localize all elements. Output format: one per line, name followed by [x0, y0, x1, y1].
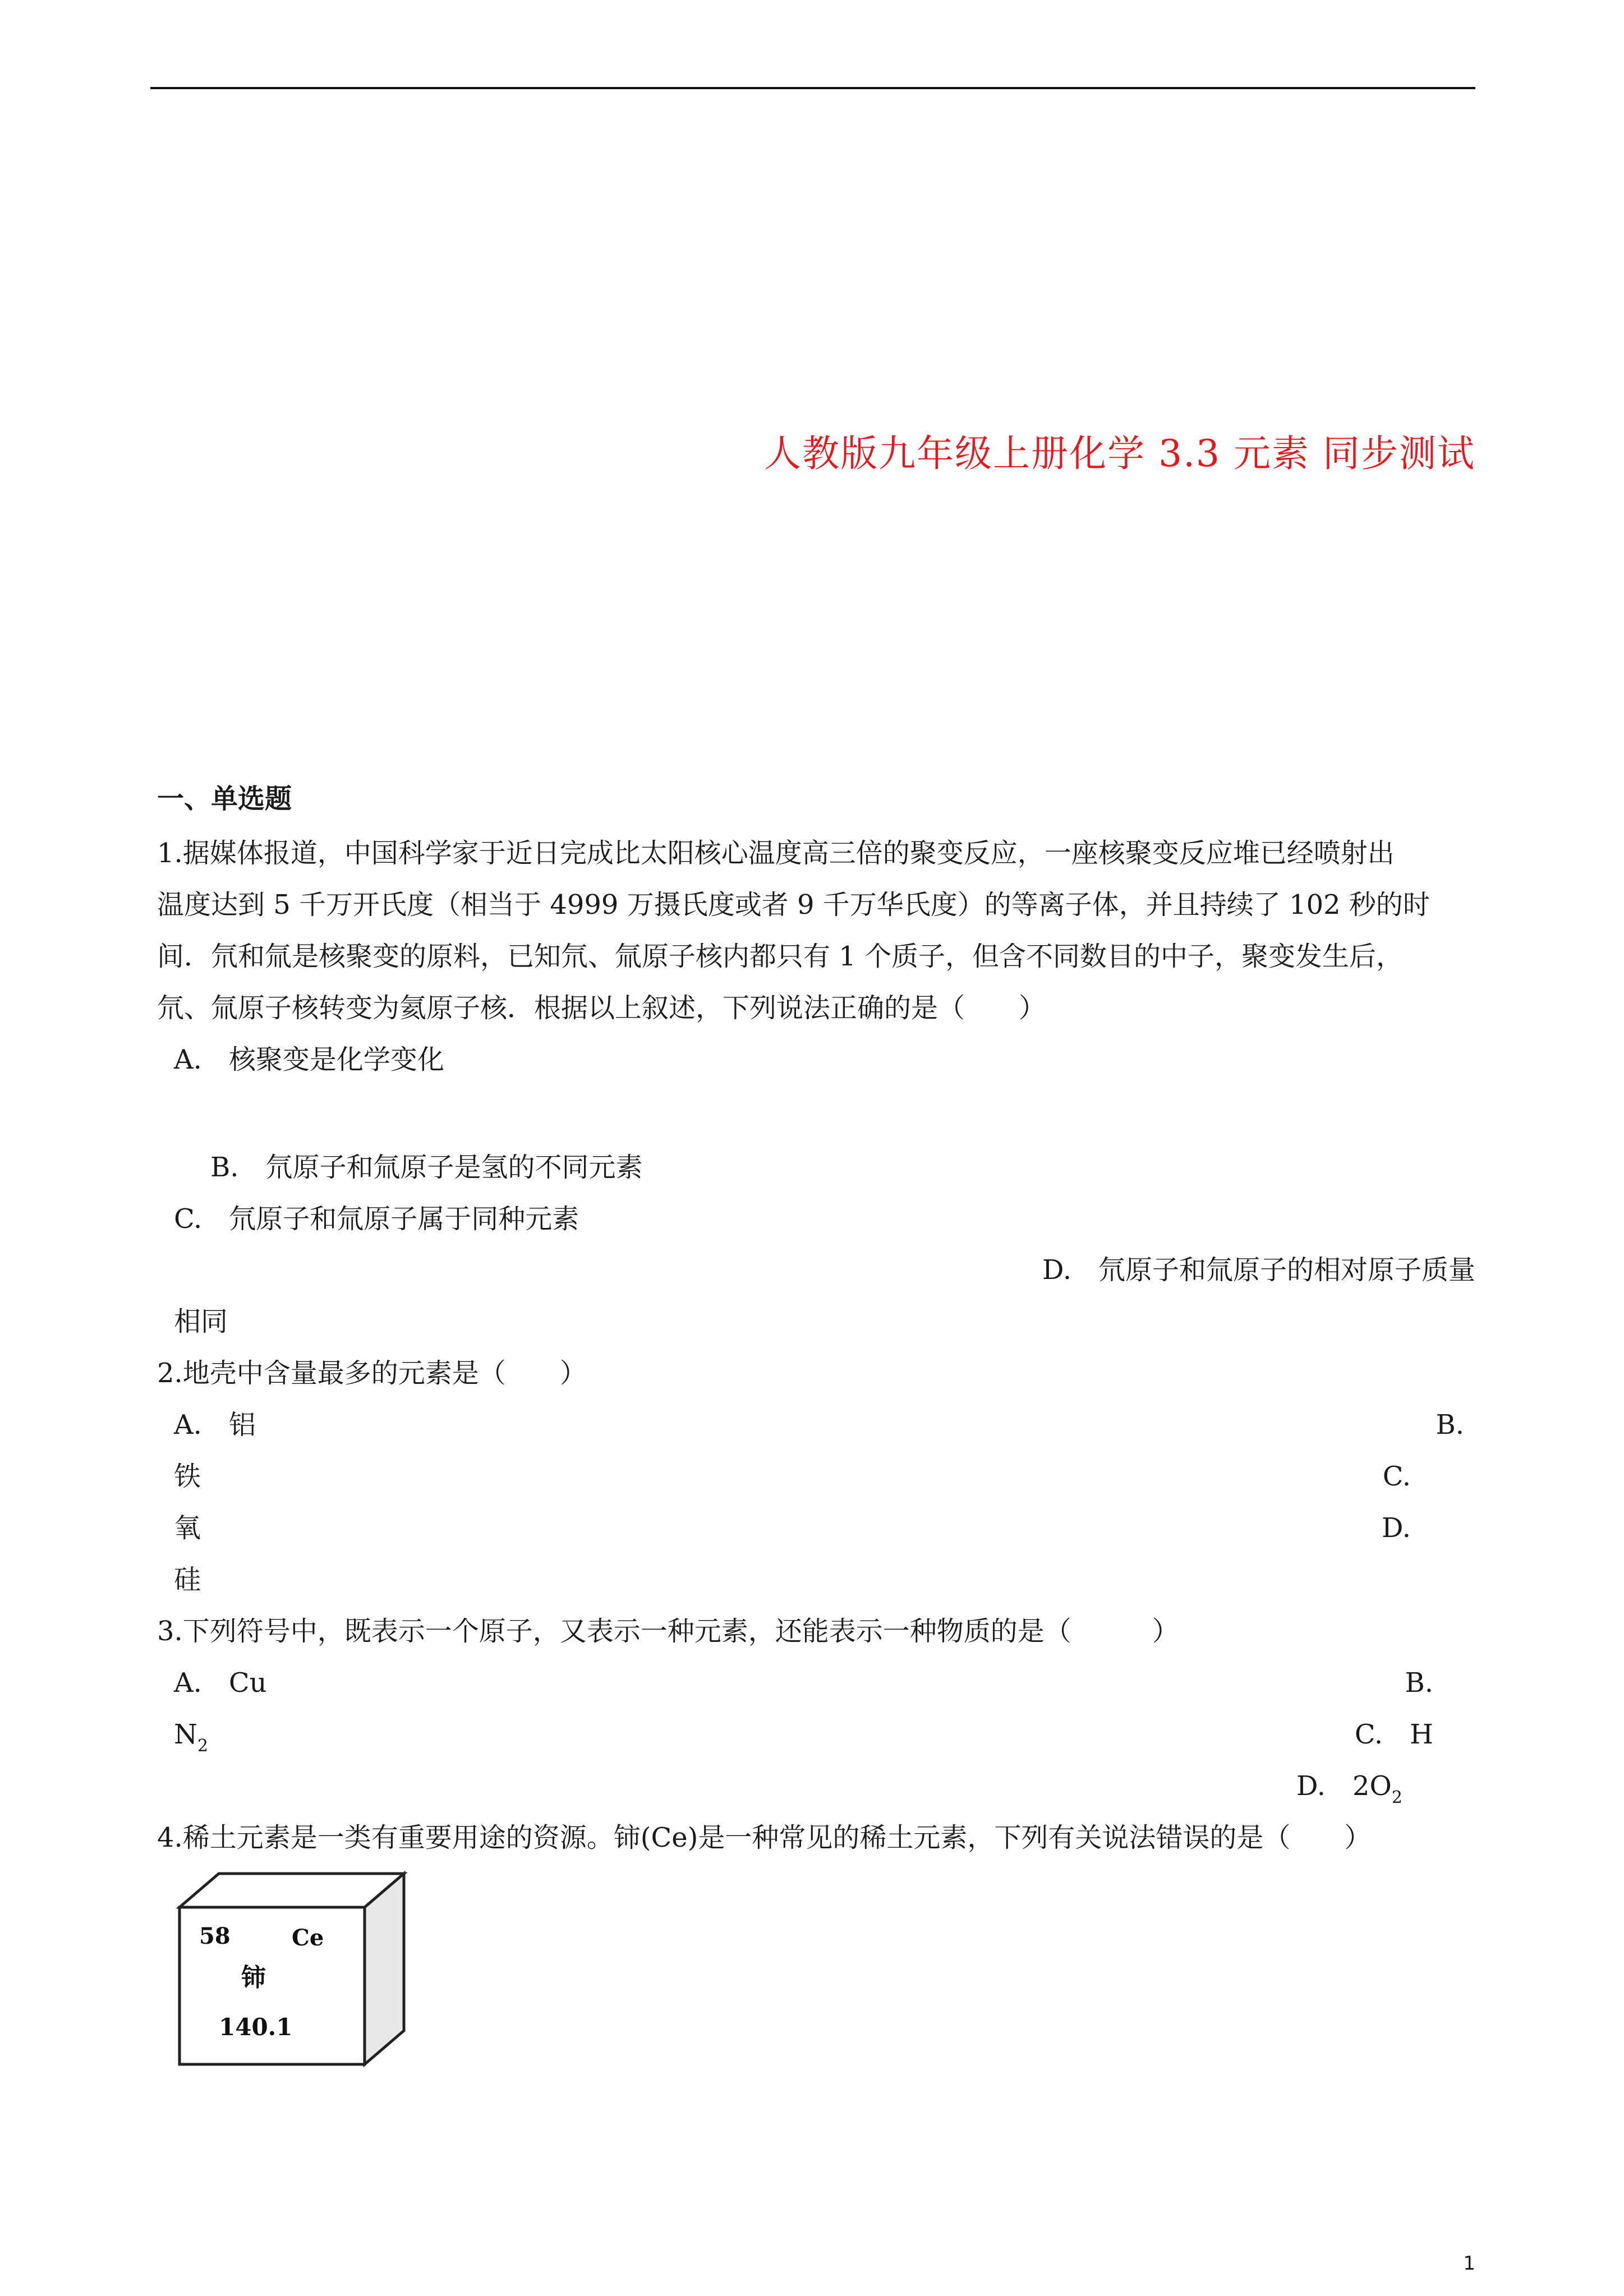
cerium-element-cube [174, 1868, 410, 2070]
q2-option-c-text[interactable]: 氧 [174, 1512, 201, 1544]
q2-option-d-text[interactable]: 硅 [174, 1564, 201, 1595]
q1-option-b[interactable]: B. 氘原子和氚原子是氢的不同元素 [210, 1152, 643, 1183]
section-heading: 一、单选题 [157, 783, 292, 815]
q3-option-b-subscript: 2 [197, 1736, 209, 1756]
q3-option-d[interactable] [1296, 1760, 1402, 1816]
q1-line-4: 氘、氚原子核转变为氦原子核．根据以上叙述，下列说法正确的是（ ） [157, 992, 1046, 1024]
cube-atomic-mass: 140.1 [219, 2013, 293, 2041]
q1-option-c[interactable]: C. 氘原子和氚原子属于同种元素 [174, 1203, 579, 1235]
q3-option-c[interactable]: C. H [1354, 1719, 1433, 1750]
q1-option-d[interactable]: D. 氘原子和氚原子的相对原子质量 [1042, 1254, 1475, 1286]
q2-option-b-text[interactable]: 铁 [174, 1461, 201, 1492]
q1-line-2: 温度达到 5 千万开氏度（相当于 4999 万摄氏度或者 9 千万华氏度）的等离子体，并且持续了 102 秒的时 [157, 889, 1430, 921]
q3-option-d-formula: D. 2O [1296, 1770, 1392, 1802]
page-title: 人教版九年级上册化学 3.3 元素 同步测试 [764, 432, 1475, 475]
page-number: 1 [1463, 2252, 1475, 2275]
q1-line-3: 间．氘和氚是核聚变的原料，已知氘、氚原子核内都只有 1 个质子，但含不同数目的中子，聚变发生后， [157, 941, 1404, 972]
cube-element-symbol: Ce [292, 1925, 324, 1951]
q2-option-c-label[interactable]: C. [1382, 1461, 1411, 1492]
q1-option-d-continued: 相同 [174, 1306, 228, 1337]
cube-element-name: 铈 [241, 1963, 266, 1992]
q3-option-d-subscript: 2 [1391, 1788, 1402, 1807]
q1-line-1: 1.据媒体报道，中国科学家于近日完成比太阳核心温度高三倍的聚变反应，一座核聚变反应堆已经喷射出 [157, 838, 1395, 869]
q3-option-b-label[interactable]: B. [1405, 1667, 1433, 1699]
q2-option-a[interactable]: A. 铝 [174, 1409, 256, 1441]
q2-option-b-label[interactable]: B. [1436, 1409, 1464, 1441]
q3-option-b-symbol: N [174, 1719, 197, 1750]
q2-option-d-label[interactable]: D. [1381, 1512, 1411, 1544]
q1-option-a[interactable]: A. 核聚变是化学变化 [174, 1044, 444, 1075]
q3-option-a[interactable]: A. Cu [174, 1667, 267, 1699]
cube-side-face [365, 1874, 404, 2064]
q2-stem: 2.地壳中含量最多的元素是（ ） [157, 1358, 587, 1389]
cube-atomic-number: 58 [199, 1923, 231, 1949]
q3-option-b-text[interactable] [174, 1709, 208, 1764]
q3-stem: 3.下列符号中，既表示一个原子，又表示一种元素，还能表示一种物质的是（ ） [157, 1616, 1179, 1647]
q4-stem: 4.稀土元素是一类有重要用途的资源。铈(Ce)是一种常见的稀土元素，下列有关说法错误的是（ ） [157, 1822, 1372, 1853]
header-rule [150, 87, 1475, 89]
